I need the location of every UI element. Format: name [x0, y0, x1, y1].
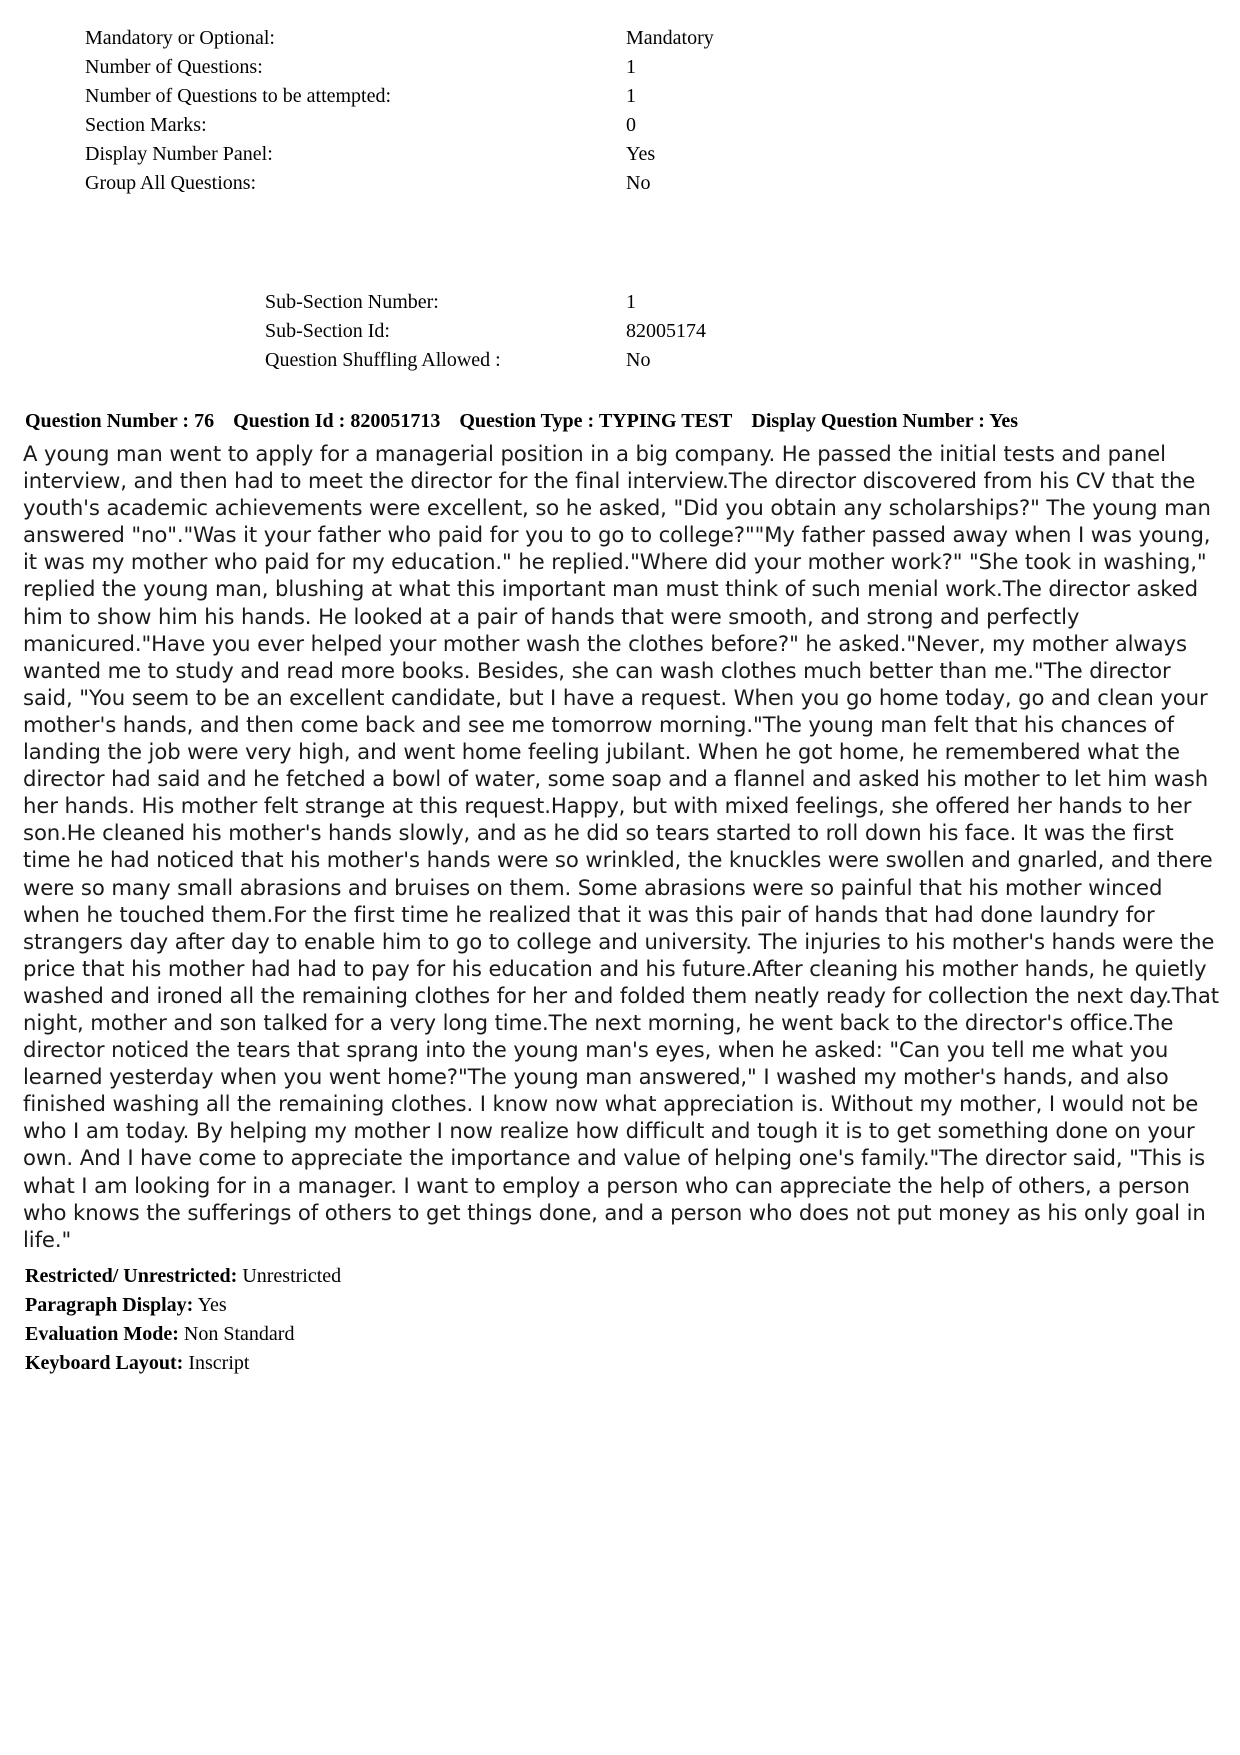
meta-keyboard-layout — [25, 1349, 341, 1378]
subsection-row-id — [265, 317, 706, 346]
section-value: Yes — [626, 143, 656, 165]
display-question-number: Display Question Number : Yes — [751, 410, 1019, 432]
section-info-table — [85, 24, 714, 198]
meta-paragraph-display — [25, 1291, 341, 1320]
section-row-num-questions — [85, 53, 714, 82]
question-number: Question Number : 76 — [25, 410, 215, 432]
section-row-group-all — [85, 169, 714, 198]
question-header — [25, 410, 1032, 433]
subsection-label: Question Shuffling Allowed : — [265, 349, 501, 371]
typing-passage: A young man went to apply for a managerial position in a big company. He passed the initial tests and panel interview, and then had to meet the director for the final interview.The director discovered from his CV that the youth's academic achievements were excellent, so he asked, "Did you obtain any scholarships?" The young man answered "no"."Was it your father who paid for you to go to college?""My father passed away when I was young, it was my mother who paid for my education." he replied."Where did your mother work?" "She took in washing," replied the young man, blushing at what this important man must think of such menial work.The director asked him to show him his hands. He looked at a pair of hands that were smooth, and strong and perfectly manicured."Have you ever helped your mother wash the clothes before?" he asked."Never, my mother always wanted me to study and read more books. Besides, she can wash clothes much better than me."The director said, "You seem to be an excellent candidate, but I have a request. When you go home today, go and clean your mother's hands, and then come back and see me tomorrow morning."The young man felt that his chances of landing the job were very high, and went home feeling jubilant. When he got home, he remembered what the director had said and he fetched a bowl of water, some soap and a flannel and asked his mother to let him wash her hands. His mother felt strange at this request.Happy, but with mixed feelings, she offered her hands to her son.He cleaned his mother's hands slowly, and as he did so tears started to roll down his face. It was the first time he had noticed that his mother's hands were so wrinkled, the knuckles were swollen and gnarled, and there were so many small abrasions and bruises on them. Some abrasions were so painful that his mother winced when he touched them.For the first time he realized that it was this pair of hands that had done laundry for strangers day after day to enable him to go to college and university. The injuries to his mother's hands were the price that his mother had had to pay for his education and his future.After cleaning his mother hands, he quietly washed and ironed all the remaining clothes for her and folded them neatly ready for collection the next day.That night, mother and son talked for a very long time.The next morning, he went back to the director's office.The director noticed the tears that sprang into the young man's eyes, when he asked: "Can you tell me what you learned yesterday when you went home?"The young man answered," I washed my mother's hands, and also finished washing all the remaining clothes. I know now what appreciation is. Without my mother, I would not be who I am today. By helping my mother I now realize how difficult and tough it is to get something done on your own. And I have come to appreciate the importance and value of helping one's family."The director said, "This is what I am looking for in a manager. I want to employ a person who can appreciate the help of others, a person who knows the sufferings of others to get things done, and a person who does not put money as his only goal in life." — [23, 441, 1219, 1252]
section-value: No — [626, 172, 651, 194]
section-row-marks — [85, 111, 714, 140]
subsection-value: No — [626, 349, 651, 371]
question-meta — [25, 1262, 341, 1378]
section-value: 0 — [626, 114, 636, 136]
subsection-row-number — [265, 288, 706, 317]
meta-label: Evaluation Mode: — [25, 1323, 179, 1345]
section-label: Section Marks: — [85, 114, 207, 136]
meta-label: Paragraph Display: — [25, 1294, 194, 1316]
section-value: 1 — [626, 85, 636, 107]
meta-restricted — [25, 1262, 341, 1291]
subsection-value: 1 — [626, 291, 636, 313]
section-row-number-panel — [85, 140, 714, 169]
meta-evaluation-mode — [25, 1320, 341, 1349]
section-label: Number of Questions: — [85, 56, 263, 78]
section-row-mandatory — [85, 24, 714, 53]
section-value: 1 — [626, 56, 636, 78]
subsection-value: 82005174 — [626, 320, 706, 342]
subsection-info-table — [265, 288, 706, 375]
question-id: Question Id : 820051713 — [233, 410, 441, 432]
section-label: Number of Questions to be attempted: — [85, 85, 392, 107]
meta-value: Non Standard — [183, 1323, 295, 1345]
section-label: Mandatory or Optional: — [85, 27, 275, 49]
section-row-num-attempt — [85, 82, 714, 111]
meta-label: Restricted/ Unrestricted: — [25, 1265, 238, 1287]
question-type: Question Type : TYPING TEST — [459, 410, 733, 432]
section-value: Mandatory — [626, 27, 714, 49]
subsection-row-shuffling — [265, 346, 706, 375]
meta-label: Keyboard Layout: — [25, 1352, 184, 1374]
subsection-label: Sub-Section Id: — [265, 320, 390, 342]
subsection-label: Sub-Section Number: — [265, 291, 439, 313]
section-label: Group All Questions: — [85, 172, 257, 194]
meta-value: Inscript — [188, 1352, 250, 1374]
meta-value: Unrestricted — [242, 1265, 342, 1287]
section-label: Display Number Panel: — [85, 143, 273, 165]
meta-value: Yes — [197, 1294, 227, 1316]
